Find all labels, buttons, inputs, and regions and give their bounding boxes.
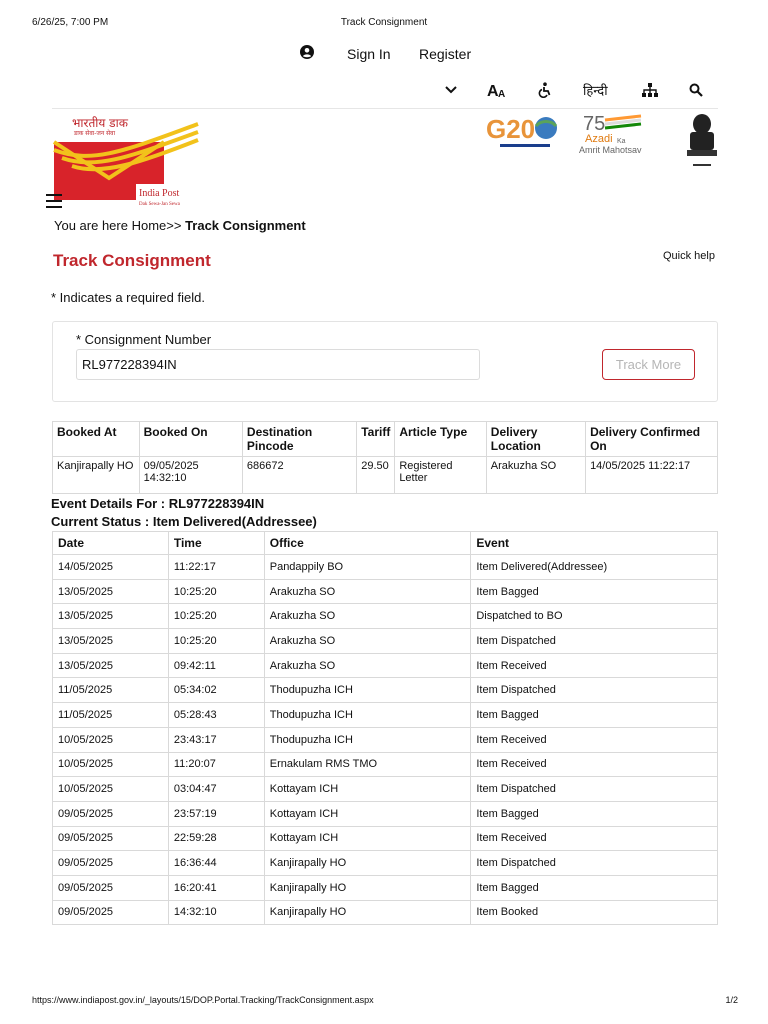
booking-details-table [52,421,718,494]
booking-cell: 14/05/2025 11:22:17 [586,457,718,494]
event-date-cell: 13/05/2025 [53,604,169,629]
events-header-time: Time [168,532,264,555]
event-row [53,579,718,604]
page-title: Track Consignment [53,251,211,270]
event-time-cell: 23:43:17 [168,727,264,752]
header-divider [52,108,718,109]
event-date-cell: 13/05/2025 [53,579,169,604]
event-office-cell: Kottayam ICH [264,801,471,826]
event-office-cell: Kanjirapally HO [264,875,471,900]
svg-text:75: 75 [583,113,606,135]
event-name-cell: Item Delivered(Addressee) [471,555,718,580]
event-office-cell: Thodupuzha ICH [264,678,471,703]
event-name-cell: Item Received [471,653,718,678]
booking-cell: Kanjirapally HO [53,457,140,494]
event-row [53,678,718,703]
event-office-cell: Ernakulam RMS TMO [264,752,471,777]
event-time-cell: 11:22:17 [168,555,264,580]
event-row [53,900,718,925]
booking-header-row [53,422,718,457]
india-post-tagline: Dak Sewa-Jan Sewa [139,202,180,207]
event-time-cell: 22:59:28 [168,826,264,851]
event-date-cell: 11/05/2025 [53,703,169,728]
event-row [53,703,718,728]
event-time-cell: 05:34:02 [168,678,264,703]
booking-header-cell: Booked On [139,422,242,457]
current-status: Current Status : Item Delivered(Addressee) [51,514,317,529]
azadi-ka-amrit-mahotsav-logo [579,110,661,156]
event-office-cell: Thodupuzha ICH [264,703,471,728]
event-office-cell: Thodupuzha ICH [264,727,471,752]
event-date-cell: 13/05/2025 [53,653,169,678]
events-header-date: Date [53,532,169,555]
event-date-cell: 13/05/2025 [53,629,169,654]
print-page-number: 1/2 [725,995,738,1005]
hamburger-menu-icon[interactable] [46,194,62,208]
event-time-cell: 11:20:07 [168,752,264,777]
event-name-cell: Dispatched to BO [471,604,718,629]
print-page-title: Track Consignment [340,17,428,28]
event-row [53,851,718,876]
booking-row [53,457,718,494]
sitemap-icon[interactable] [640,80,660,100]
event-time-cell: 09:42:11 [168,653,264,678]
event-office-cell: Kanjirapally HO [264,851,471,876]
event-time-cell: 10:25:20 [168,629,264,654]
booking-header-cell: Delivery Confirmed On [586,422,718,457]
event-office-cell: Kanjirapally HO [264,900,471,925]
event-time-cell: 16:36:44 [168,851,264,876]
azadi-line3: Amrit Mahotsav [579,145,642,155]
event-name-cell: Item Dispatched [471,851,718,876]
azadi-line1: Azadi [585,133,613,145]
event-row [53,604,718,629]
event-office-cell: Arakuzha SO [264,579,471,604]
auth-bar [0,44,768,64]
booking-header-cell: Booked At [53,422,140,457]
events-header-row [53,532,718,555]
consignment-form [52,321,718,402]
event-date-cell: 11/05/2025 [53,678,169,703]
event-name-cell: Item Bagged [471,703,718,728]
event-details-title: Event Details For : RL977228394IN [51,496,265,511]
booking-header-cell: Tariff [357,422,395,457]
event-date-cell: 09/05/2025 [53,801,169,826]
events-header-event: Event [471,532,718,555]
language-toggle-hindi[interactable]: हिन्दी [583,84,608,99]
event-time-cell: 10:25:20 [168,604,264,629]
event-date-cell: 09/05/2025 [53,900,169,925]
user-circle-icon[interactable] [300,45,314,59]
event-row [53,777,718,802]
event-name-cell: Item Bagged [471,801,718,826]
font-size-icon[interactable] [487,80,507,100]
event-date-cell: 09/05/2025 [53,826,169,851]
g20-logo [486,112,566,156]
india-post-hindi-name: भारतीय डाक [72,116,128,130]
accessibility-icon[interactable] [534,80,554,100]
event-time-cell: 16:20:41 [168,875,264,900]
quick-help-link[interactable]: Quick help [663,250,715,262]
booking-header-cell: Destination Pincode [242,422,356,457]
event-name-cell: Item Dispatched [471,777,718,802]
booking-header-cell: Delivery Location [486,422,585,457]
event-row [53,752,718,777]
breadcrumb-current: Track Consignment [185,218,306,233]
print-datetime: 6/26/25, 7:00 PM [32,17,109,28]
svg-text:A: A [498,89,506,99]
events-table [52,531,718,925]
india-post-hindi-tagline: डाक सेवा-जन सेवा [74,130,116,137]
event-date-cell: 10/05/2025 [53,777,169,802]
event-name-cell: Item Received [471,826,718,851]
event-name-cell: Item Received [471,752,718,777]
events-body [53,555,718,925]
event-time-cell: 05:28:43 [168,703,264,728]
event-date-cell: 10/05/2025 [53,727,169,752]
g20-mark: G20 [486,114,536,144]
consignment-number-input[interactable] [76,349,480,380]
event-row [53,555,718,580]
india-post-logo[interactable] [52,112,202,208]
consignment-number-label: * Consignment Number [76,332,212,347]
event-date-cell: 09/05/2025 [53,875,169,900]
event-name-cell: Item Bagged [471,875,718,900]
event-time-cell: 14:32:10 [168,900,264,925]
events-header-office: Office [264,532,471,555]
booking-cell: 29.50 [357,457,395,494]
azadi-line2: Ka [617,138,626,145]
event-date-cell: 10/05/2025 [53,752,169,777]
event-row [53,801,718,826]
booking-cell: Registered Letter [395,457,486,494]
event-row [53,653,718,678]
print-url: https://www.indiapost.gov.in/_layouts/15/DOP.Portal.Tracking/TrackConsignment.aspx [32,995,374,1005]
event-name-cell: Item Dispatched [471,678,718,703]
event-row [53,727,718,752]
event-office-cell: Pandappily BO [264,555,471,580]
event-time-cell: 23:57:19 [168,801,264,826]
chevron-down-icon[interactable] [441,80,461,100]
booking-cell: 09/05/2025 14:32:10 [139,457,242,494]
booking-header-cell: Article Type [395,422,486,457]
sign-in-link[interactable]: Sign In [347,46,391,62]
booking-cell: 686672 [242,457,356,494]
national-emblem-icon [684,112,720,170]
event-date-cell: 14/05/2025 [53,555,169,580]
event-name-cell: Item Dispatched [471,629,718,654]
event-office-cell: Arakuzha SO [264,653,471,678]
required-field-note: * Indicates a required field. [51,290,205,305]
event-office-cell: Arakuzha SO [264,629,471,654]
event-name-cell: Item Booked [471,900,718,925]
utility-toolbar [0,80,768,100]
event-date-cell: 09/05/2025 [53,851,169,876]
booking-cell: Arakuzha SO [486,457,585,494]
register-link[interactable]: Register [419,46,472,62]
india-post-name: India Post [139,188,180,199]
event-office-cell: Kottayam ICH [264,826,471,851]
track-more-button[interactable]: Track More [602,349,695,380]
breadcrumb-prefix: You are here Home>> [54,218,186,233]
event-office-cell: Kottayam ICH [264,777,471,802]
event-name-cell: Item Bagged [471,579,718,604]
event-row [53,629,718,654]
event-row [53,875,718,900]
event-row [53,826,718,851]
search-icon[interactable] [686,80,706,100]
breadcrumb [54,218,306,233]
svg-text:A: A [487,83,499,99]
event-time-cell: 03:04:47 [168,777,264,802]
event-name-cell: Item Received [471,727,718,752]
event-time-cell: 10:25:20 [168,579,264,604]
event-office-cell: Arakuzha SO [264,604,471,629]
